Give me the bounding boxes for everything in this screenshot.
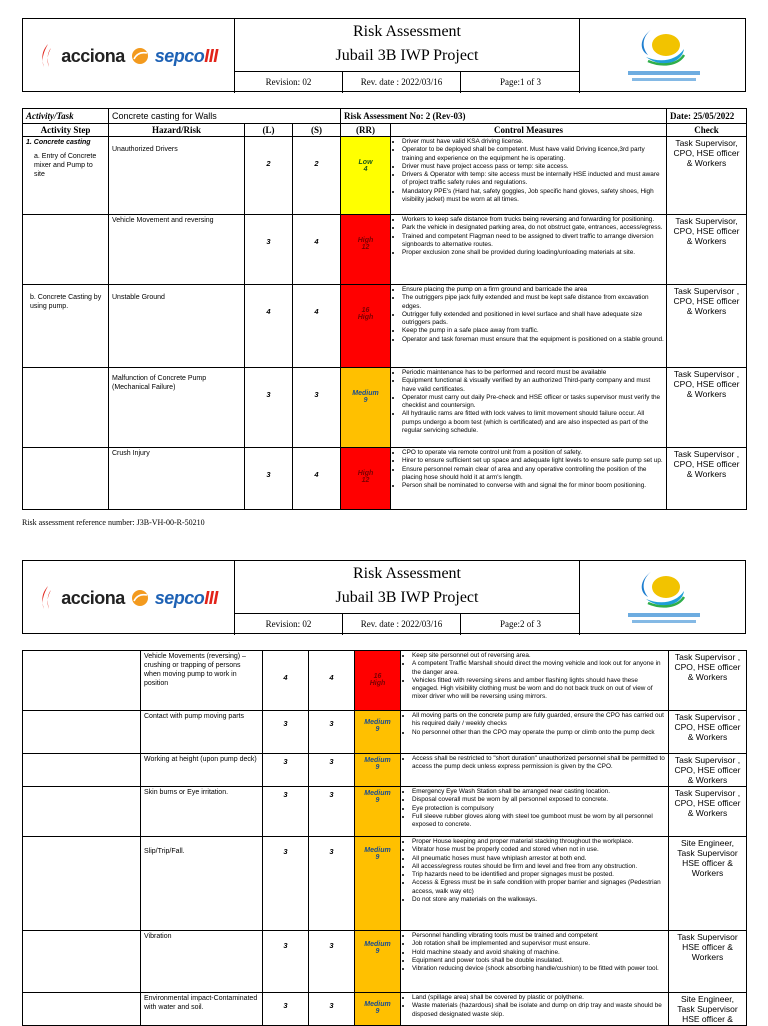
page-2	[22, 560, 746, 1026]
risk-rating-cell: 16 High	[355, 651, 401, 711]
company-logos	[23, 561, 235, 635]
revision: Revision: 02	[235, 614, 343, 635]
table-row	[23, 993, 747, 1026]
check-cell: Task Supervisor , CPO, HSE officer & Workers	[669, 651, 747, 711]
table-row	[23, 787, 747, 837]
document-header	[22, 18, 746, 92]
hazard-cell: Environmental impact-Contaminated with water and soil.	[141, 993, 263, 1026]
severity-cell: 3	[293, 368, 341, 448]
activity-step-cell	[23, 215, 109, 285]
likelihood-cell: 3	[245, 215, 293, 285]
check-cell: Task Supervisor , CPO, HSE officer & Workers	[669, 711, 747, 754]
risk-table-page-1	[22, 108, 747, 510]
table-row	[23, 448, 747, 510]
activity-step-cell	[23, 368, 109, 448]
risk-rating-cell: Medium 9	[355, 837, 401, 931]
control-measures-cell: • All moving parts on the concrete pump are fully guarded, ensure the CPO has carried out his required daily / weekly checks • No personnel other than the CPO may operate the pump or climb onto the pump deck	[401, 711, 669, 754]
check-cell: Task Supervisor , CPO, HSE officer & Workers	[669, 787, 747, 837]
doc-title: Risk Assessment	[352, 565, 461, 582]
table-row	[23, 711, 747, 754]
activity-step-cell	[23, 754, 141, 787]
header-titles	[235, 561, 580, 635]
client-logo	[580, 19, 747, 93]
severity-cell: 4	[293, 285, 341, 368]
document-header	[22, 560, 746, 634]
table-row	[23, 137, 747, 215]
acciona-logo-text: acciona	[61, 587, 125, 608]
risk-rating-cell: Medium 9	[355, 754, 401, 787]
activity-task-label: Activity/Task	[23, 109, 109, 124]
likelihood-cell: 3	[245, 448, 293, 510]
check-cell: Task Supervisor, CPO, HSE officer & Workers	[667, 215, 747, 285]
severity-cell: 3	[309, 993, 355, 1026]
hazard-cell: Contact with pump moving parts	[141, 711, 263, 754]
activity-step-cell	[23, 931, 141, 993]
check-cell: Task Supervisor, CPO, HSE officer & Workers	[667, 137, 747, 215]
table-row	[23, 754, 747, 787]
risk-table-page-2	[22, 650, 747, 1026]
col-hazard-risk: Hazard/Risk	[109, 124, 245, 137]
header-titles	[235, 19, 580, 93]
severity-cell: 4	[293, 215, 341, 285]
activity-step-cell	[23, 787, 141, 837]
check-cell: Task Supervisor , CPO, HSE officer & Workers	[667, 448, 747, 510]
likelihood-cell: 4	[263, 651, 309, 711]
hazard-cell: Working at height (upon pump deck)	[141, 754, 263, 787]
risk-assessment-number: Risk Assessment No: 2 (Rev-03)	[341, 109, 667, 124]
check-cell: Task Supervisor , CPO, HSE officer & Workers	[667, 285, 747, 368]
likelihood-cell: 3	[263, 837, 309, 931]
severity-cell: 4	[309, 651, 355, 711]
page-number: Page:1 of 3	[500, 77, 541, 87]
check-cell: Site Engineer, Task Supervisor HSE officer & Workers	[669, 837, 747, 931]
hazard-cell: Unstable Ground	[109, 285, 245, 368]
col-severity: (S)	[293, 124, 341, 137]
assessment-date: Date: 25/05/2022	[667, 109, 747, 124]
likelihood-cell: 3	[263, 754, 309, 787]
page-1	[22, 18, 746, 510]
hazard-cell: Vehicle Movements (reversing) – crushing or trapping of persons when moving pump to work in position	[141, 651, 263, 711]
col-activity-step: Activity Step	[23, 124, 109, 137]
al-jubail-water-logo-icon	[604, 23, 724, 89]
likelihood-cell: 4	[245, 285, 293, 368]
activity-step-cell	[23, 448, 109, 510]
revision-bar	[235, 71, 579, 93]
activity-row	[23, 109, 747, 124]
col-check: Check	[667, 124, 747, 137]
revision-date: Rev. date : 2022/03/16	[343, 614, 461, 635]
check-cell: Task Supervisor HSE officer & Workers	[669, 931, 747, 993]
severity-cell: 2	[293, 137, 341, 215]
severity-cell: 3	[309, 754, 355, 787]
activity-step-cell	[23, 711, 141, 754]
project-title: Jubail 3B IWP Project	[335, 47, 479, 64]
likelihood-cell: 3	[263, 931, 309, 993]
activity-step-cell	[23, 837, 141, 931]
severity-cell: 3	[309, 787, 355, 837]
activity-step-cell: 1. Concrete casting a. Entry of Concrete mixer and Pump to site	[23, 137, 109, 215]
likelihood-cell: 3	[263, 993, 309, 1026]
control-measures-cell: • Keep site personnel out of reversing area. • A competent Traffic Marshall should direct the moving vehicle and look out for anyone in the danger area. • Vehicles fitted with reversing sirens and amber flashing lights should have these engaged. High visibility clothing must be worn and do not back truck on out of view of mixer driver who will be reversing using mirrors.	[401, 651, 669, 711]
control-measures-cell: • Workers to keep safe distance from trucks being reversing and forwarding for positioning. • Park the vehicle in designated parking area, do not obstruct gate, entrances, access/egress. • Trained and competent Flagman need to be assigned to divert traffic to arrange diversion signboards to alternative routes. • Proper exclusion zone shall be provided during loading/unloading materials at site.	[391, 215, 667, 285]
control-measures-cell: • Emergency Eye Wash Station shall be arranged near casting location. • Disposal coverall must be worn by all personnel exposed to concrete. • Eye protection is compulsory • Full sleeve rubber gloves along with steel toe gumboot must be worn by all personnel exposed to concrete.	[401, 787, 669, 837]
risk-rating-cell: High 12	[341, 448, 391, 510]
table-row	[23, 837, 747, 931]
table-row	[23, 285, 747, 368]
likelihood-cell: 3	[245, 368, 293, 448]
project-title: Jubail 3B IWP Project	[335, 589, 479, 606]
control-measures-cell: • Driver must have valid KSA driving license. • Operator to be deployed shall be competent. Must have valid Driving licence,3rd party training and experience on the equipment he is operating. • Driver must have project access pass or temp: site access. • Drivers & Operator with temp: site access must be internally HSE inducted and must aware of project traffic safety rules and regulations. • Mandatory PPE's (Hard hat, safety goggles, Job specific hand gloves, safety shoes, High visibility jacket) must be worn at all times.	[391, 137, 667, 215]
risk-rating-cell: 16 High	[341, 285, 391, 368]
check-cell: Task Supervisor , CPO, HSE officer & Workers	[667, 368, 747, 448]
reference-number: Risk assessment reference number: J3B-VH-00-R-50210	[22, 518, 205, 527]
hazard-cell: Vehicle Movement and reversing	[109, 215, 245, 285]
likelihood-cell: 2	[245, 137, 293, 215]
sepco-logo-text: sepcoIII	[154, 587, 218, 608]
activity-step-cell	[23, 651, 141, 711]
likelihood-cell: 3	[263, 787, 309, 837]
table-row	[23, 368, 747, 448]
revision: Revision: 02	[235, 72, 343, 93]
hazard-cell: Unauthorized Drivers	[109, 137, 245, 215]
risk-rating-cell: Medium 9	[355, 711, 401, 754]
table-row	[23, 651, 747, 711]
revision-date: Rev. date : 2022/03/16	[343, 72, 461, 93]
hazard-cell: Malfunction of Concrete Pump (Mechanical Failure)	[109, 368, 245, 448]
control-measures-cell: • Periodic maintenance has to be performed and record must be available • Equipment functional & visually verified by an authorized Third-party company and must have valid certificates. • Operator must carry out daily Pre-check and HSE officer or tasks supervisor must verify the checklist and countersign. • All hydraulic rams are fitted with lock valves to limit movement should failure occur. All pumps undergo a boom test (which is certificated) and are also inspected as part of the regular servicing schedule.	[391, 368, 667, 448]
control-measures-cell: • Ensure placing the pump on a firm ground and barricade the area • The outriggers pipe jack fully extended and must be kept safe distance from excavation edges. • Outrigger fully extended and positioned in level surface and shall have adequate size outriggers pads. • Keep the pump in a safe place away from traffic. • Operator and task foreman must ensure that the equipment is positioned on a stable ground.	[391, 285, 667, 368]
client-logo	[580, 561, 747, 635]
sepco-globe-icon	[131, 47, 149, 65]
risk-rating-cell: Medium 9	[355, 993, 401, 1026]
severity-cell: 3	[309, 711, 355, 754]
col-control-measures: Control Measures	[391, 124, 667, 137]
severity-cell: 4	[293, 448, 341, 510]
control-measures-cell: • Proper House keeping and proper material stacking throughout the workplace. • Vibrator hose must be properly coded and stored when not in use. • All pneumatic hoses must have whiplash arrestor at both end. • All access/egress routes should be firm and level and free from any obstruction. • Trip hazards need to be identified and proper signages must be posted. • Access & Egress must be in safe condition with proper barrier and signages (Pedestrian access, walk way etc) • Do not store any materials on the walkways.	[401, 837, 669, 931]
risk-rating-cell: Medium 9	[355, 931, 401, 993]
activity-task-value: Concrete casting for Walls	[109, 109, 341, 124]
acciona-logo-text: acciona	[61, 45, 125, 66]
severity-cell: 3	[309, 931, 355, 993]
acciona-flame-icon	[39, 43, 55, 69]
likelihood-cell: 3	[263, 711, 309, 754]
company-logos	[23, 19, 235, 93]
hazard-cell: Vibration	[141, 931, 263, 993]
hazard-cell: Crush Injury	[109, 448, 245, 510]
column-headers	[23, 124, 747, 137]
doc-title: Risk Assessment	[352, 23, 461, 40]
control-measures-cell: • CPO to operate via remote control unit from a position of safety. • Hirer to ensure sufficient set up space and adequate light levels to ensure safe pump set up. • Ensure personnel remain clear of area and any operative controlling the position of the placing hose should hold it at arm's length. • Person shall be nominated to converse with and signal the for minor boom positioning.	[391, 448, 667, 510]
acciona-flame-icon	[39, 585, 55, 611]
sepco-logo-text: sepcoIII	[154, 45, 218, 66]
activity-step-cell: b. Concrete Casting by using pump.	[23, 285, 109, 368]
check-cell: Site Engineer, Task Supervisor HSE officer &	[669, 993, 747, 1026]
al-jubail-water-logo-icon	[604, 565, 724, 631]
risk-rating-cell: Medium 9	[341, 368, 391, 448]
table-row	[23, 215, 747, 285]
col-likelihood: (L)	[245, 124, 293, 137]
revision-bar	[235, 613, 579, 635]
hazard-cell: Slip/Trip/Fall.	[141, 837, 263, 931]
control-measures-cell: • Land (spillage area) shall be covered by plastic or polythene. • Waste materials (hazardous) shall be isolate and dump on drip tray and waste should be disposed designated waste skip.	[401, 993, 669, 1026]
control-measures-cell: • Access shall be restricted to "short duration" unauthorized personnel shall be permitted to access the pump deck unless express permission is given by the CPO.	[401, 754, 669, 787]
check-cell: Task Supervisor , CPO, HSE officer & Workers	[669, 754, 747, 787]
page-number: Page:2 of 3	[500, 619, 541, 629]
risk-rating-cell: Medium 9	[355, 787, 401, 837]
col-risk-rating: (RR)	[341, 124, 391, 137]
sepco-globe-icon	[131, 589, 149, 607]
severity-cell: 3	[309, 837, 355, 931]
control-measures-cell: • Personnel handling vibrating tools must be trained and competent • Job rotation shall be implemented and supervisor must ensure. • Hold machine steady and avoid shaking of machine. • Equipment and power tools shall be double insulated. • Vibration reducing device (shock absorbing handle/cushion) to be fitted with power tool.	[401, 931, 669, 993]
risk-rating-cell: High 12	[341, 215, 391, 285]
hazard-cell: Skin burns or Eye irritation.	[141, 787, 263, 837]
table-row	[23, 931, 747, 993]
activity-step-cell	[23, 993, 141, 1026]
risk-rating-cell: Low 4	[341, 137, 391, 215]
